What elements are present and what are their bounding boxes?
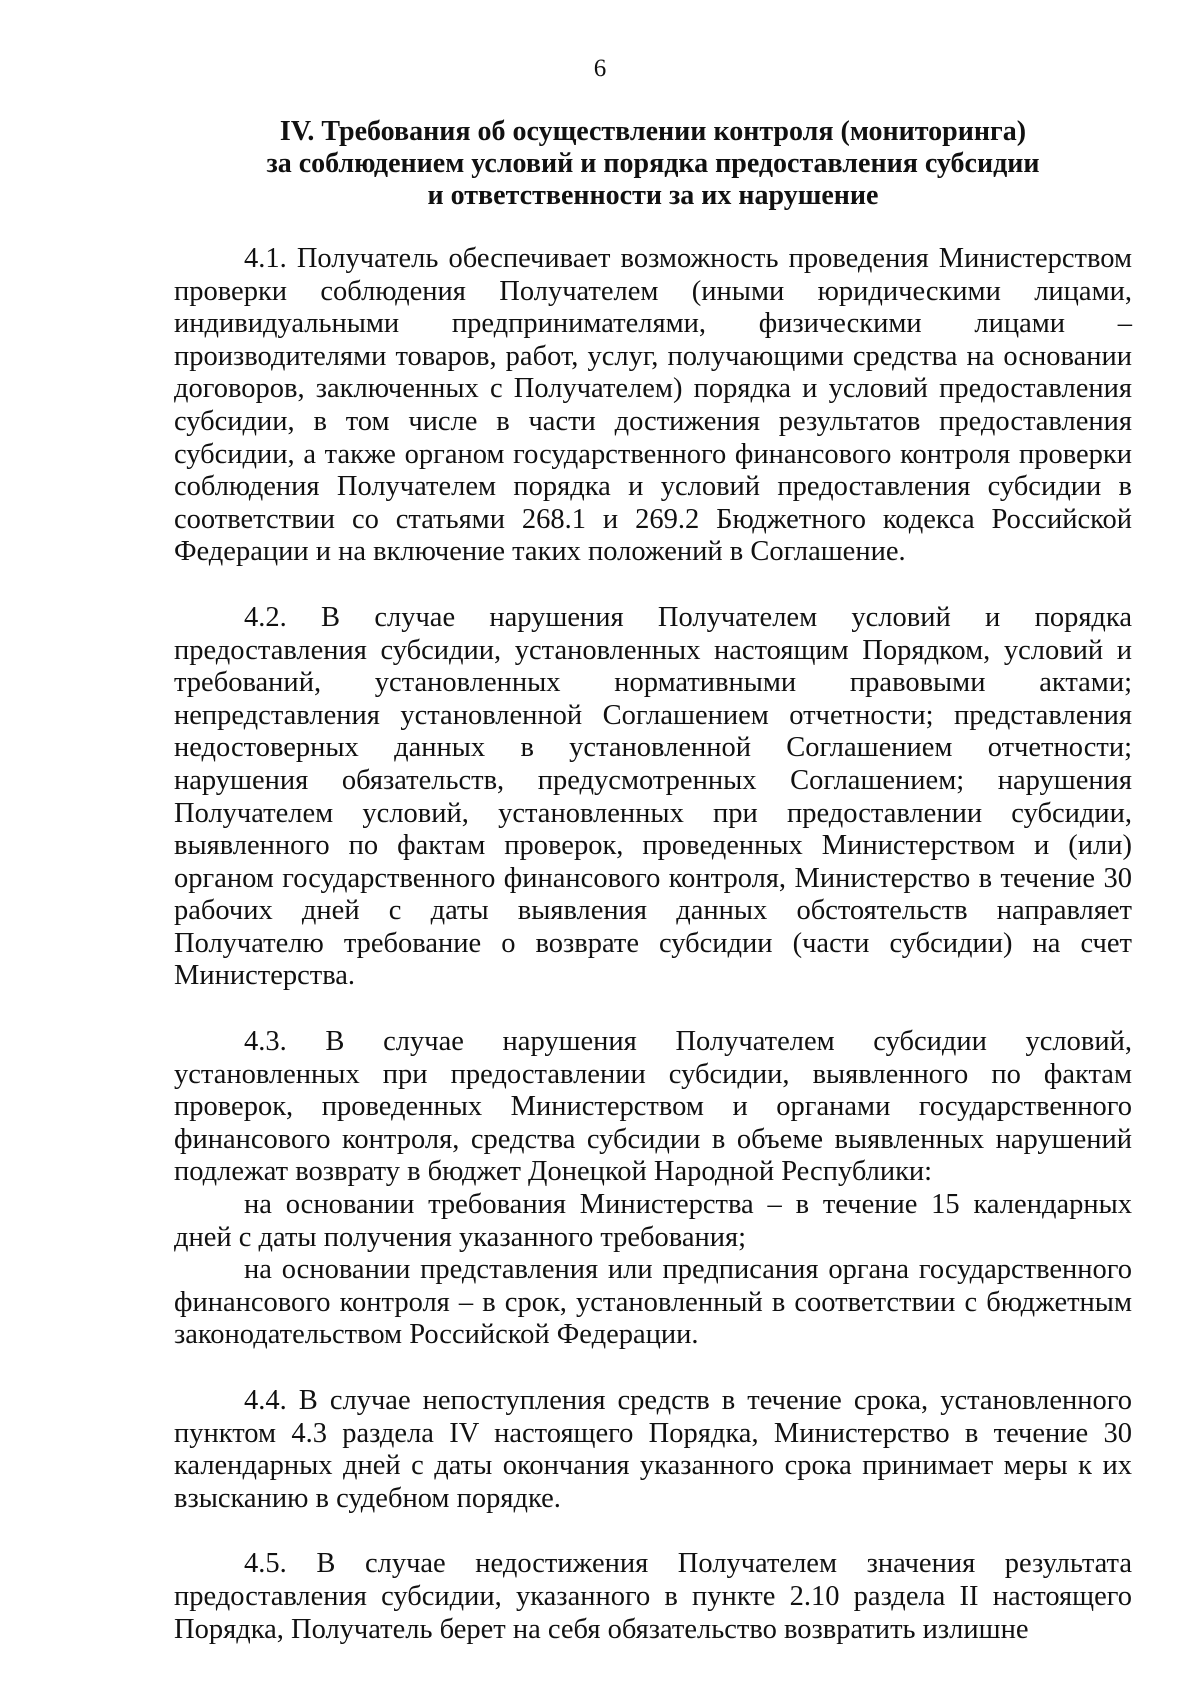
paragraph-4-1: 4.1. Получатель обеспечивает возможность проведения Министерством проверки соблюдения Получателем (иными юридическими лицами, индивидуальными предпринимателями, физическими лицами – производителями товаров, работ, услуг, получающими средства на основании договоров, заключенных с Получателем) порядка и условий предоставления субсидии, в том числе в части достижения результатов предоставления субсидии, а также органом государственного финансового контроля проверки соблюдения Получателем порядка и условий предоставления субсидии в соответствии со статьями 268.1 и 269.2 Бюджетного кодекса Российской Федерации и на включение таких положений в Соглашение. [174,243,1132,568]
section-heading-line-2: за соблюдением условий и порядка предоставления субсидии [266,148,1040,179]
paragraph-4-4: 4.4. В случае непоступления средств в течение срока, установленного пунктом 4.3 раздела IV настоящего Порядка, Министерство в течение 30 календарных дней с даты окончания указанного срока принимает меры к их взысканию в судебном порядке. [174,1385,1132,1514]
page-number: 6 [593,55,607,82]
paragraph-4-3-ministry-demand: на основании требования Министерства – в течение 15 календарных дней с даты получения указанного требования; [174,1189,1132,1253]
section-heading-line-1: IV. Требования об осуществлении контроля (мониторинга) [279,116,1027,147]
paragraph-4-2: 4.2. В случае нарушения Получателем условий и порядка предоставления субсидии, установленных настоящим Порядком, условий и требований, установленных нормативными правовыми актами; непредставления установленной Соглашением отчетности; представления недостоверных данных в установленной Соглашением отчетности; нарушения обязательств, предусмотренных Соглашением; нарушения Получателем условий, установленных при предоставлении субсидии, выявленного по фактам проверок, проведенных Министерством и (или) органом государственного финансового контроля, Министерство в течение 30 рабочих дней с даты выявления данных обстоятельств направляет Получателю требование о возврате субсидии (части субсидии) на счет Министерства. [174,601,1132,992]
section-heading-line-3: и ответственности за их нарушение [427,180,879,211]
section-heading [174,116,1132,212]
paragraph-4-5: 4.5. В случае недостижения Получателем значения результата предоставления субсидии, указанного в пункте 2.10 раздела II настоящего Порядка, Получатель берет на себя обязательство возвратить излишне [174,1548,1132,1645]
paragraph-4-3-control-order: на основании представления или предписания органа государственного финансового контроля – в срок, установленный в соответствии с бюджетным законодательством Российской Федерации. [174,1254,1132,1351]
paragraph-4-3: 4.3. В случае нарушения Получателем субсидии условий, установленных при предоставлении субсидии, выявленного по фактам проверок, проведенных Министерством и органами государственного финансового контроля, средства субсидии в объеме выявленных нарушений подлежат возврату в бюджет Донецкой Народной Республики: [174,1026,1132,1188]
document-body [174,243,1132,1646]
